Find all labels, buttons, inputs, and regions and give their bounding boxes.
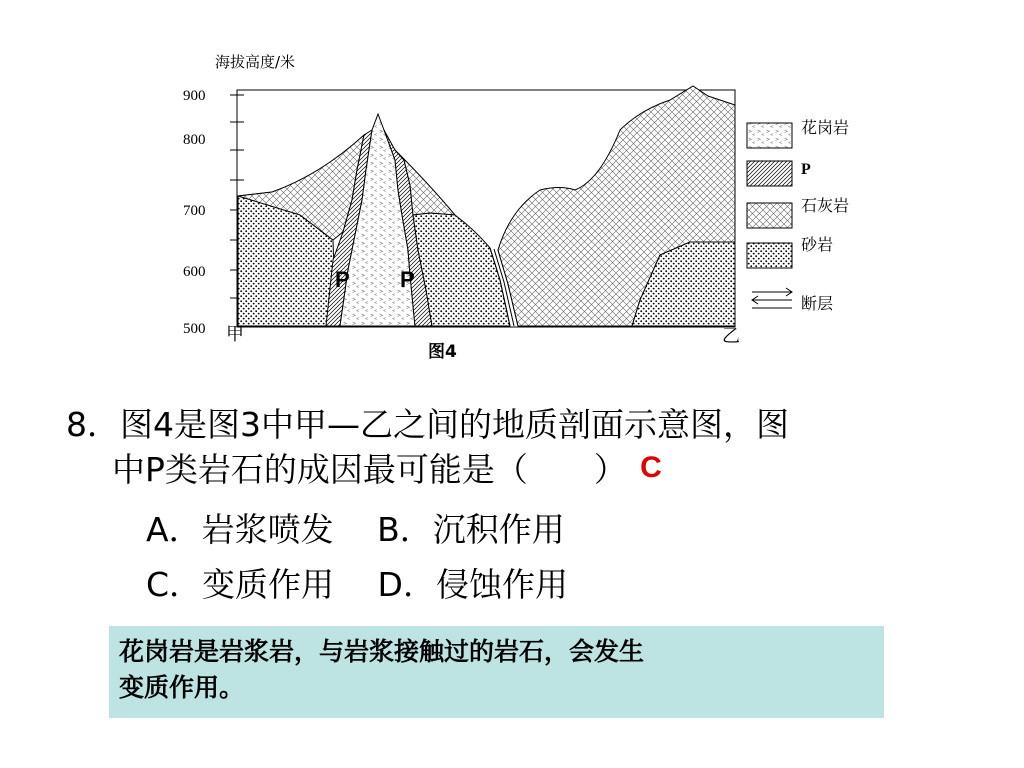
legend-label-fault: 断层 [801, 294, 834, 313]
legend [747, 118, 849, 313]
y-tick-500: 500 [183, 321, 206, 337]
explanation-line-1: 花岗岩是岩浆岩，与岩浆接触过的岩石，会发生 [119, 637, 645, 666]
y-axis-title: 海拔高度/米 [215, 53, 296, 71]
figure-caption: 图4 [428, 342, 457, 362]
legend-label-sandstone: 砂岩 [801, 235, 834, 254]
options-line-1: A．岩浆喷发 B．沉积作用 [146, 510, 565, 549]
y-tick-700: 700 [183, 203, 206, 219]
y-tick-900: 900 [183, 88, 206, 104]
answer-mark: C [640, 451, 662, 484]
explanation-line-2: 变质作用。 [119, 673, 245, 702]
p-label-left: P [335, 267, 350, 292]
options-line-2: C．变质作用 D．侵蚀作用 [146, 565, 568, 604]
question-line-1: 8．图4是图3中甲—乙之间的地质剖面示意图，图 [66, 405, 789, 444]
question-line-2: 中P类岩石的成因最可能是（ ） [112, 450, 627, 489]
legend-swatch-granite [747, 123, 792, 148]
legend-label-granite: 花岗岩 [801, 118, 850, 137]
legend-swatch-limestone [747, 203, 792, 228]
legend-swatch-sandstone [747, 243, 792, 268]
start-label: 甲 [226, 324, 244, 345]
p-label-right: P [400, 267, 415, 292]
legend-swatch-p [747, 161, 792, 186]
fault-icon [752, 288, 792, 308]
end-label: 乙 [722, 326, 740, 347]
y-tick-800: 800 [183, 132, 206, 148]
legend-label-p: P [801, 161, 811, 178]
legend-label-limestone: 石灰岩 [801, 196, 850, 215]
explanation-box [109, 626, 884, 718]
y-tick-600: 600 [183, 264, 206, 280]
